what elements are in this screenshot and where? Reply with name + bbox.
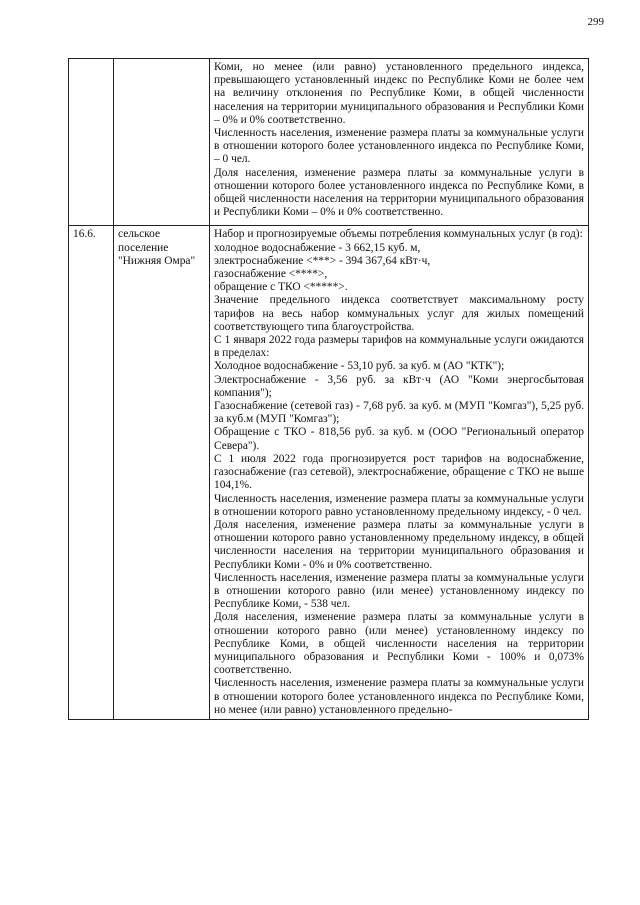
paragraph: холодное водоснабжение - 3 662,15 куб. м, xyxy=(214,241,421,254)
tariff-table xyxy=(68,58,589,720)
paragraph: Набор и прогнозируемые объемы потребления коммунальных услуг (в год): xyxy=(214,228,583,241)
table-row xyxy=(69,59,589,226)
paragraph: Холодное водоснабжение - 53,10 руб. за куб. м (АО "КТК"); xyxy=(214,360,505,373)
paragraph: Обращение с ТКО - 818,56 руб. за куб. м (ООО "Региональный оператор Севера"). xyxy=(214,426,584,452)
description-cell xyxy=(210,226,589,720)
paragraph: Численность населения, изменение размера платы за коммунальные услуги в отношении которого более установленного индекса по Республике Коми, но менее (или равно) установленного предельно- xyxy=(214,677,584,716)
paragraph: Значение предельного индекса соответствует максимальному росту тарифов на весь набор коммунальных услуг для жилых помещений соответствующего типа благоустройства. xyxy=(214,294,584,333)
paragraph: обращение с ТКО <*****>. xyxy=(214,281,348,294)
paragraph: С 1 января 2022 года размеры тарифов на коммунальные услуги ожидаются в пределах: xyxy=(214,334,584,360)
paragraph: Газоснабжение (сетевой газ) - 7,68 руб. за куб. м (МУП "Комгаз"), 5,25 руб. за куб.м (МУП "Комгаз"); xyxy=(214,400,584,426)
municipality-cell: сельское поселение "Нижняя Омра" xyxy=(114,226,210,720)
municipality-cell xyxy=(114,59,210,226)
row-number-cell: 16.6. xyxy=(69,226,114,720)
paragraph: Коми, но менее (или равно) установленного предельного индекса, превышающего установленный индекс по Республике Коми не более чем на величину отклонения по Республике Коми, в общей численности населения на территории муниципального образования и Республики Коми – 0% и 0% соответственно. xyxy=(214,61,584,126)
paragraph: Численность населения, изменение размера платы за коммунальные услуги в отношении которого равно (или менее) установленному индексу по Республике Коми, - 538 чел. xyxy=(214,571,584,611)
paragraph: Доля населения, изменение размера платы за коммунальные услуги в отношении которого равно установленному предельному индексу, в общей численности населения на территории муниципального образования и Республики Коми - 0% и 0% соответственно. xyxy=(214,518,584,571)
paragraph: Численность населения, изменение размера платы за коммунальные услуги в отношении которого более установленного индекса по Республике Коми, – 0 чел. xyxy=(214,127,584,166)
paragraph: Численность населения, изменение размера платы за коммунальные услуги в отношении которого равно установленному предельному индексу, - 0 чел. xyxy=(214,492,584,518)
paragraph: электроснабжение <***> - 394 367,64 кВт·ч, xyxy=(214,254,431,267)
row-number-cell xyxy=(69,59,114,226)
table-row xyxy=(69,226,589,720)
paragraph: С 1 июля 2022 года прогнозируется рост тарифов на водоснабжение, газоснабжение (газ сетевой), электроснабжение, обращение с ТКО не выше 104,1%. xyxy=(214,452,584,492)
paragraph: газоснабжение <****>, xyxy=(214,268,328,281)
paragraph: Доля населения, изменение размера платы за коммунальные услуги в отношении которого равно (или менее) установленному индексу по Республике Коми, в общей численности населения на территории муниципального образования и Республики Коми - 100% и 0,073% соответственно. xyxy=(214,611,584,677)
paragraph: Электроснабжение - 3,56 руб. за кВт·ч (АО "Коми энергосбытовая компания"); xyxy=(214,373,584,399)
page-number: 299 xyxy=(587,16,604,28)
paragraph: Доля населения, изменение размера платы за коммунальные услуги в отношении которого более установленного индекса по Республике Коми, в общей численности населения на территории муниципального образования и Республики Коми – 0% и 0% соответственно. xyxy=(214,166,584,219)
description-cell xyxy=(210,59,589,226)
